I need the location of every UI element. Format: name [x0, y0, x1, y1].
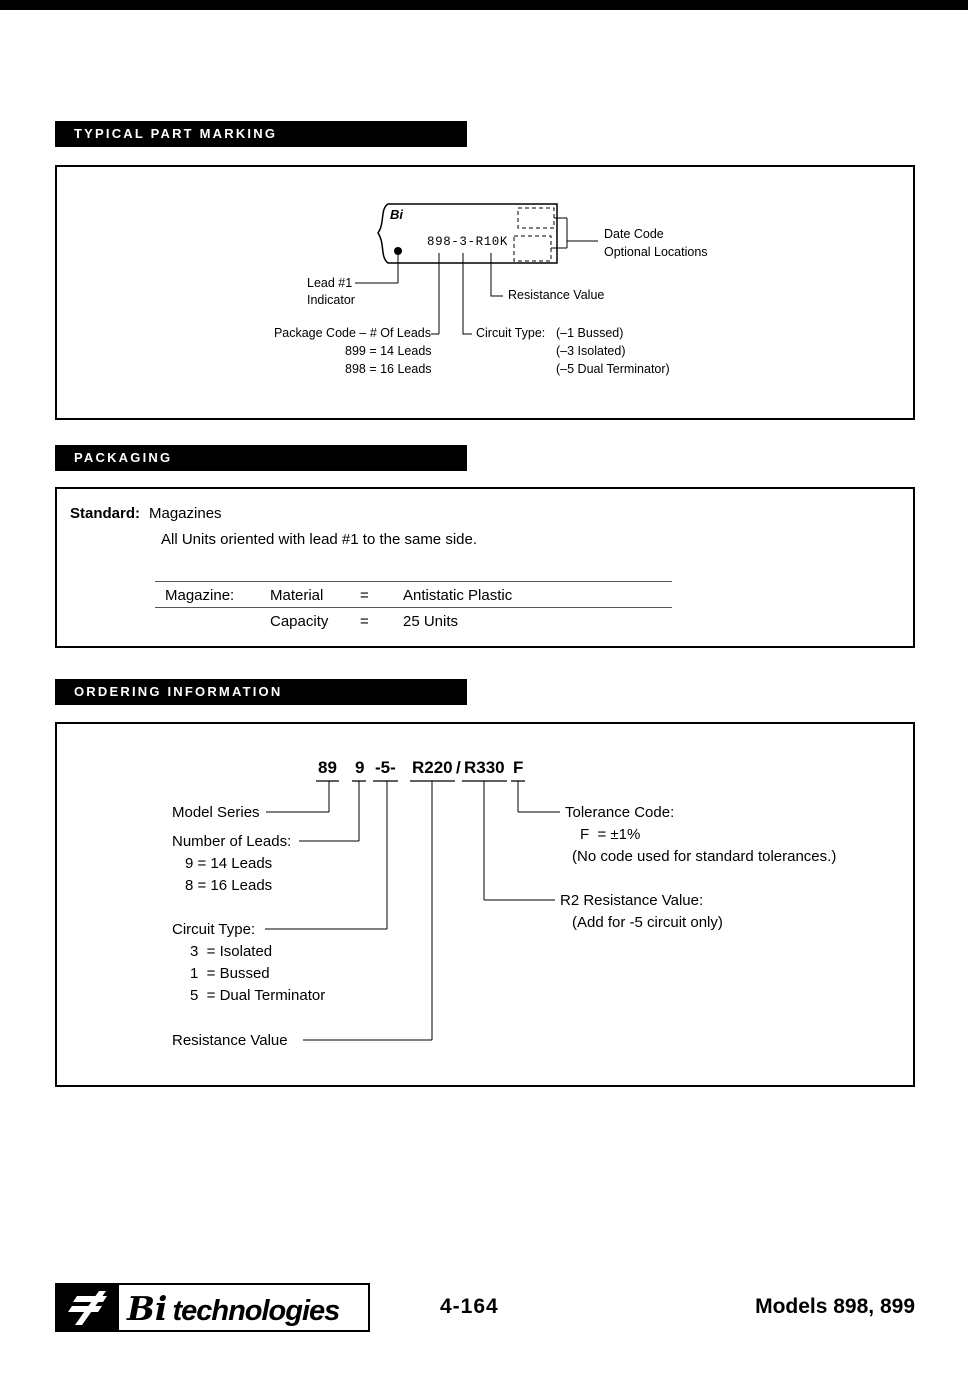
date-code-box-bottom [514, 236, 551, 261]
footer-models: Models 898, 899 [755, 1295, 915, 1318]
section-header-packaging: PACKAGING [55, 445, 467, 471]
section-header-ordering: ORDERING INFORMATION [55, 679, 467, 705]
packaging-orientation-note: All Units oriented with lead #1 to the same side. [161, 531, 478, 548]
code-slash: / [456, 758, 461, 777]
section-header-part-marking: TYPICAL PART MARKING [55, 121, 467, 147]
label-circuit-type: Circuit Type: [172, 921, 256, 938]
label-number-of-leads: Number of Leads: [172, 833, 292, 850]
label-tolerance-f: F = ±1% [580, 826, 641, 843]
resistance-connector [491, 253, 503, 296]
label-circuit-bussed: (–1 Bussed) [556, 326, 624, 340]
label-circuit-type: Circuit Type: [476, 326, 546, 340]
bi-technologies-logo [55, 1283, 370, 1332]
circuit-connector [463, 253, 472, 334]
code-r1: R220 [412, 758, 453, 777]
magazine-row-value: Antistatic Plastic [403, 587, 513, 604]
bi-logo-icon [57, 1285, 119, 1330]
r2-connector [484, 781, 555, 900]
model-series-connector [266, 781, 329, 812]
label-lead1: Lead #1 [307, 276, 353, 290]
magazine-label: Magazine: [165, 587, 235, 604]
magazine-row-property: Material [270, 587, 324, 604]
label-circuit-5: 5 = Dual Terminator [190, 987, 326, 1004]
code-r2: R330 [464, 758, 505, 777]
page-number: 4-164 [440, 1295, 499, 1318]
code-tolerance: F [513, 758, 524, 777]
logo-technologies-text: technologies [172, 1295, 340, 1327]
component-outline [378, 204, 557, 263]
label-model-series: Model Series [172, 804, 260, 821]
packaging-standard-label: Standard: [70, 505, 141, 522]
ordering-diagram [57, 724, 913, 1085]
label-package-code: Package Code – # Of Leads [273, 326, 431, 340]
label-r2-note: (Add for -5 circuit only) [572, 914, 723, 931]
magazine-row-property: Capacity [270, 613, 329, 630]
label-leads-8: 8 = 16 Leads [185, 877, 273, 894]
label-leads-9: 9 = 14 Leads [185, 855, 273, 872]
ordering-box [55, 722, 915, 1087]
label-package-899: 899 = 14 Leads [345, 344, 432, 358]
table-rule-top [155, 581, 672, 582]
lead1-dot [394, 247, 402, 255]
magazine-row-eq: = [360, 587, 369, 604]
label-circuit-dual: (–5 Dual Terminator) [556, 362, 670, 376]
packaging-standard-value: Magazines [149, 505, 222, 522]
label-circuit-isolated: (–3 Isolated) [556, 344, 626, 358]
part-marking-diagram [57, 167, 913, 418]
label-circuit-3: 3 = Isolated [190, 943, 273, 960]
package-connector [431, 253, 439, 334]
date-code-box-top [518, 208, 554, 228]
part-marking-box [55, 165, 915, 420]
magazine-row-eq: = [360, 613, 369, 630]
code-circuit: -5- [375, 758, 396, 777]
code-model: 89 [318, 758, 337, 777]
label-resistance-value: Resistance Value [508, 288, 605, 302]
label-package-898: 898 = 16 Leads [345, 362, 432, 376]
top-border-bar [0, 0, 968, 10]
label-tolerance-code: Tolerance Code: [565, 804, 675, 821]
component-logo: Bi [390, 207, 403, 222]
packaging-box [55, 487, 915, 648]
logo-bi-text: Bi [127, 1289, 168, 1328]
label-tolerance-note: (No code used for standard tolerances.) [572, 848, 837, 865]
label-r2-value: R2 Resistance Value: [560, 892, 704, 909]
code-leads: 9 [355, 758, 365, 777]
tolerance-connector [518, 781, 560, 812]
date-code-connector [551, 218, 598, 248]
label-resistance-value: Resistance Value [172, 1032, 288, 1049]
label-date-code: Date Code [604, 227, 664, 241]
component-marking-text: 898-3-R10K [427, 235, 509, 249]
label-date-code-locations: Optional Locations [604, 245, 708, 259]
label-circuit-1: 1 = Bussed [190, 965, 270, 982]
magazine-row-value: 25 Units [403, 613, 459, 630]
logo-text [119, 1285, 339, 1330]
table-rule-mid [155, 607, 672, 608]
label-lead1-indicator: Indicator [307, 293, 355, 307]
circuit-connector [265, 781, 387, 929]
lead1-connector [355, 255, 398, 283]
